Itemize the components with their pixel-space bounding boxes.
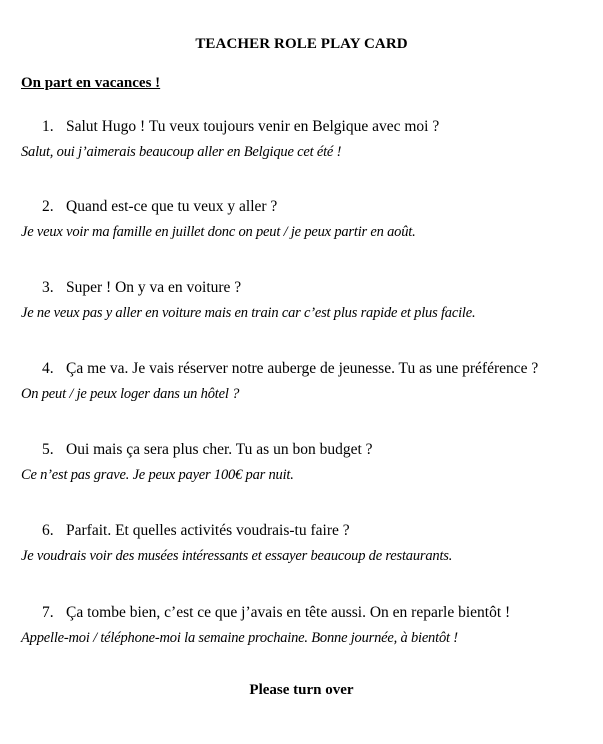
question-number-4: 4. <box>42 360 54 377</box>
teacher-question-3 <box>42 279 241 297</box>
teacher-question-4 <box>42 360 538 378</box>
student-answer-1: Salut, oui j’aimerais beaucoup aller en Belgique cet été ! <box>21 144 342 160</box>
teacher-question-6 <box>42 522 350 540</box>
student-answer-4: On peut / je peux loger dans un hôtel ? <box>21 386 240 402</box>
question-number-7: 7. <box>42 604 54 621</box>
student-answer-5: Ce n’est pas grave. Je peux payer 100€ par nuit. <box>21 467 294 483</box>
section-heading: On part en vacances ! <box>21 75 161 91</box>
page-title: TEACHER ROLE PLAY CARD <box>195 36 408 52</box>
student-answer-6: Je voudrais voir des musées intéressants et essayer beaucoup de restaurants. <box>21 548 453 564</box>
question-number-5: 5. <box>42 441 54 458</box>
question-text-4: Ça me va. Je vais réserver notre auberge de jeunesse. Tu as une préférence ? <box>66 360 539 377</box>
question-number-1: 1. <box>42 118 54 135</box>
question-text-1: Salut Hugo ! Tu veux toujours venir en Belgique avec moi ? <box>66 118 440 135</box>
teacher-question-7 <box>42 604 510 622</box>
turn-over-note: Please turn over <box>249 682 354 698</box>
question-text-7: Ça tombe bien, c’est ce que j’avais en tête aussi. On en reparle bientôt ! <box>66 604 511 621</box>
student-answer-3: Je ne veux pas y aller en voiture mais en train car c’est plus rapide et plus facile. <box>21 305 476 321</box>
question-text-6: Parfait. Et quelles activités voudrais-tu faire ? <box>66 522 350 539</box>
teacher-question-5 <box>42 441 373 459</box>
teacher-question-2 <box>42 198 277 216</box>
question-number-3: 3. <box>42 279 54 296</box>
question-number-2: 2. <box>42 198 54 215</box>
student-answer-2: Je veux voir ma famille en juillet donc on peut / je peux partir en août. <box>21 224 416 240</box>
teacher-question-1 <box>42 118 439 136</box>
question-text-3: Super ! On y va en voiture ? <box>66 279 242 296</box>
question-text-5: Oui mais ça sera plus cher. Tu as un bon budget ? <box>66 441 373 458</box>
question-text-2: Quand est-ce que tu veux y aller ? <box>66 198 278 215</box>
student-answer-7: Appelle-moi / téléphone-moi la semaine prochaine. Bonne journée, à bientôt ! <box>21 630 458 646</box>
question-number-6: 6. <box>42 522 54 539</box>
